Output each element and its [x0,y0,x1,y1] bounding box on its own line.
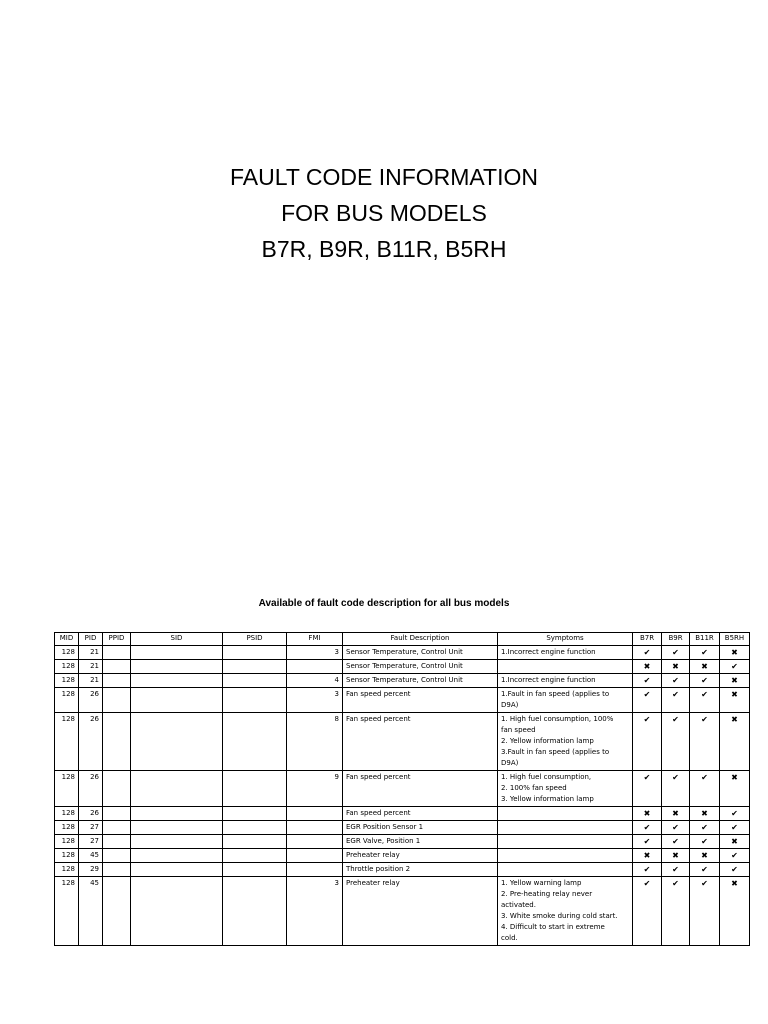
cell-fmi [287,660,343,674]
cell-ppid [103,646,131,660]
cell-b9r-mark: ✔ [662,713,690,771]
cell-psid [223,821,287,835]
col-header-psid: PSID [223,633,287,646]
cell-b5rh-mark: ✖ [720,771,750,807]
cell-pid: 26 [79,771,103,807]
cell-pid: 21 [79,646,103,660]
cell-b11r-mark: ✔ [690,771,720,807]
cell-mid: 128 [55,863,79,877]
cell-b7r-mark: ✔ [633,771,662,807]
cell-b11r-mark: ✖ [690,807,720,821]
cell-mid: 128 [55,674,79,688]
cell-psid [223,646,287,660]
cell-symptoms [498,688,633,713]
cell-sid [131,674,223,688]
col-header-pid: PID [79,633,103,646]
cell-ppid [103,849,131,863]
cell-sid [131,807,223,821]
cell-fault-description: Fan speed percent [343,688,498,713]
cell-fault-description: EGR Position Sensor 1 [343,821,498,835]
symptom-line: 4. Difficult to start in extreme [501,923,605,931]
symptom-line: cold. [501,934,518,942]
cell-b9r-mark: ✔ [662,771,690,807]
col-header-fault-description: Fault Description [343,633,498,646]
cell-ppid [103,821,131,835]
cell-mid: 128 [55,646,79,660]
cell-fault-description: Fan speed percent [343,713,498,771]
table-row [55,835,750,849]
cell-pid: 45 [79,877,103,946]
col-header-fmi: FMI [287,633,343,646]
cell-fmi [287,821,343,835]
cell-sid [131,646,223,660]
symptom-line: 1. High fuel consumption, [501,773,592,781]
symptom-line: 2. 100% fan speed [501,784,567,792]
cell-fault-description: Preheater relay [343,877,498,946]
table-caption: Available of fault code description for all bus models [258,598,510,609]
cell-b9r-mark: ✖ [662,660,690,674]
cell-mid: 128 [55,821,79,835]
cell-fmi: 4 [287,674,343,688]
symptom-line: activated. [501,901,536,909]
cell-b5rh-mark: ✖ [720,877,750,946]
table-row [55,660,750,674]
cell-b9r-mark: ✔ [662,674,690,688]
cell-fault-description: Preheater relay [343,849,498,863]
cell-b7r-mark: ✔ [633,674,662,688]
cell-b7r-mark: ✔ [633,713,662,771]
cell-b11r-mark: ✔ [690,674,720,688]
cell-mid: 128 [55,771,79,807]
cell-b5rh-mark: ✖ [720,835,750,849]
title-line-3: B7R, B9R, B11R, B5RH [261,236,507,262]
cell-fmi [287,807,343,821]
cell-b7r-mark: ✔ [633,646,662,660]
table-row [55,877,750,946]
cell-b7r-mark: ✔ [633,863,662,877]
cell-fmi: 3 [287,877,343,946]
cell-sid [131,771,223,807]
cell-b5rh-mark: ✔ [720,863,750,877]
cell-fmi: 3 [287,688,343,713]
cell-pid: 29 [79,863,103,877]
cell-fault-description: Throttle position 2 [343,863,498,877]
cell-sid [131,835,223,849]
cell-pid: 26 [79,807,103,821]
cell-ppid [103,877,131,946]
cell-b5rh-mark: ✔ [720,660,750,674]
cell-mid: 128 [55,849,79,863]
cell-pid: 21 [79,674,103,688]
cell-sid [131,688,223,713]
cell-fault-description: Fan speed percent [343,807,498,821]
cell-pid: 27 [79,821,103,835]
table-row [55,863,750,877]
cell-mid: 128 [55,807,79,821]
cell-fmi [287,863,343,877]
symptom-line: 2. Yellow information lamp [501,737,594,745]
cell-psid [223,877,287,946]
symptom-line: 2. Pre-heating relay never [501,890,593,898]
cell-b5rh-mark: ✖ [720,674,750,688]
cell-b9r-mark: ✔ [662,821,690,835]
cell-symptoms [498,863,633,877]
cell-pid: 26 [79,688,103,713]
cell-b7r-mark: ✔ [633,835,662,849]
cell-b11r-mark: ✖ [690,660,720,674]
cell-ppid [103,807,131,821]
cell-b5rh-mark: ✖ [720,713,750,771]
cell-psid [223,849,287,863]
title-line-2: FOR BUS MODELS [281,200,487,226]
cell-fmi: 9 [287,771,343,807]
cell-sid [131,877,223,946]
cell-psid [223,688,287,713]
symptom-line: 3. Yellow information lamp [501,795,594,803]
symptom-line: 1.Incorrect engine function [501,676,596,684]
symptom-line: 1. High fuel consumption, 100% [501,715,614,723]
cell-b9r-mark: ✔ [662,877,690,946]
cell-pid: 27 [79,835,103,849]
col-header-mid: MID [55,633,79,646]
cell-ppid [103,660,131,674]
cell-sid [131,863,223,877]
cell-b5rh-mark: ✔ [720,821,750,835]
cell-b5rh-mark: ✔ [720,849,750,863]
col-header-symptoms: Symptoms [498,633,633,646]
symptom-line: fan speed [501,726,536,734]
cell-b9r-mark: ✔ [662,688,690,713]
table-header-row [55,633,750,646]
col-header-ppid: PPID [103,633,131,646]
symptom-line: D9A) [501,701,519,709]
cell-b7r-mark: ✔ [633,688,662,713]
cell-b11r-mark: ✔ [690,821,720,835]
table-row [55,771,750,807]
cell-mid: 128 [55,877,79,946]
cell-symptoms [498,674,633,688]
cell-mid: 128 [55,688,79,713]
cell-symptoms [498,849,633,863]
cell-b5rh-mark: ✖ [720,688,750,713]
cell-fault-description: EGR Valve, Position 1 [343,835,498,849]
cell-ppid [103,674,131,688]
cell-b7r-mark: ✔ [633,821,662,835]
cell-symptoms [498,713,633,771]
cell-psid [223,771,287,807]
col-header-b11r: B11R [690,633,720,646]
title-line-1: FAULT CODE INFORMATION [230,164,538,190]
table-row [55,713,750,771]
table-row [55,849,750,863]
cell-b7r-mark: ✖ [633,807,662,821]
cell-b9r-mark: ✖ [662,849,690,863]
cell-ppid [103,863,131,877]
cell-b7r-mark: ✖ [633,660,662,674]
col-header-b5rh: B5RH [720,633,750,646]
cell-ppid [103,713,131,771]
cell-b11r-mark: ✔ [690,863,720,877]
cell-symptoms [498,807,633,821]
cell-b11r-mark: ✔ [690,688,720,713]
cell-pid: 45 [79,849,103,863]
cell-b9r-mark: ✔ [662,646,690,660]
cell-b11r-mark: ✖ [690,849,720,863]
cell-sid [131,821,223,835]
cell-symptoms [498,835,633,849]
fault-code-table [54,632,750,946]
cell-fault-description: Fan speed percent [343,771,498,807]
col-header-b9r: B9R [662,633,690,646]
table-row [55,807,750,821]
cell-ppid [103,771,131,807]
cell-symptoms [498,877,633,946]
cell-sid [131,849,223,863]
document-title [0,159,768,267]
cell-psid [223,863,287,877]
col-header-sid: SID [131,633,223,646]
symptom-line: 3. White smoke during cold start. [501,912,618,920]
cell-ppid [103,688,131,713]
cell-b11r-mark: ✔ [690,646,720,660]
cell-symptoms [498,821,633,835]
table-row [55,688,750,713]
col-header-b7r: B7R [633,633,662,646]
cell-b11r-mark: ✔ [690,877,720,946]
cell-mid: 128 [55,660,79,674]
symptom-line: 1. Yellow warning lamp [501,879,582,887]
cell-fault-description: Sensor Temperature, Control Unit [343,674,498,688]
cell-b11r-mark: ✔ [690,835,720,849]
table-row [55,646,750,660]
cell-ppid [103,835,131,849]
cell-fmi [287,849,343,863]
cell-fault-description: Sensor Temperature, Control Unit [343,660,498,674]
cell-b9r-mark: ✔ [662,835,690,849]
cell-b7r-mark: ✖ [633,849,662,863]
cell-fmi: 8 [287,713,343,771]
cell-fmi: 3 [287,646,343,660]
table-row [55,821,750,835]
cell-psid [223,835,287,849]
cell-mid: 128 [55,835,79,849]
cell-pid: 26 [79,713,103,771]
symptom-line: 3.Fault in fan speed (applies to [501,748,610,756]
cell-fmi [287,835,343,849]
cell-b11r-mark: ✔ [690,713,720,771]
cell-b9r-mark: ✖ [662,807,690,821]
cell-mid: 128 [55,713,79,771]
cell-symptoms [498,646,633,660]
cell-fault-description: Sensor Temperature, Control Unit [343,646,498,660]
cell-b5rh-mark: ✔ [720,807,750,821]
cell-b9r-mark: ✔ [662,863,690,877]
cell-psid [223,713,287,771]
cell-psid [223,807,287,821]
cell-sid [131,713,223,771]
cell-b7r-mark: ✔ [633,877,662,946]
symptom-line: 1.Incorrect engine function [501,648,596,656]
cell-symptoms [498,771,633,807]
table-row [55,674,750,688]
symptom-line: 1.Fault in fan speed (applies to [501,690,610,698]
cell-psid [223,674,287,688]
table-body [55,646,750,946]
cell-symptoms [498,660,633,674]
cell-sid [131,660,223,674]
cell-b5rh-mark: ✖ [720,646,750,660]
symptom-line: D9A) [501,759,519,767]
cell-psid [223,660,287,674]
cell-pid: 21 [79,660,103,674]
